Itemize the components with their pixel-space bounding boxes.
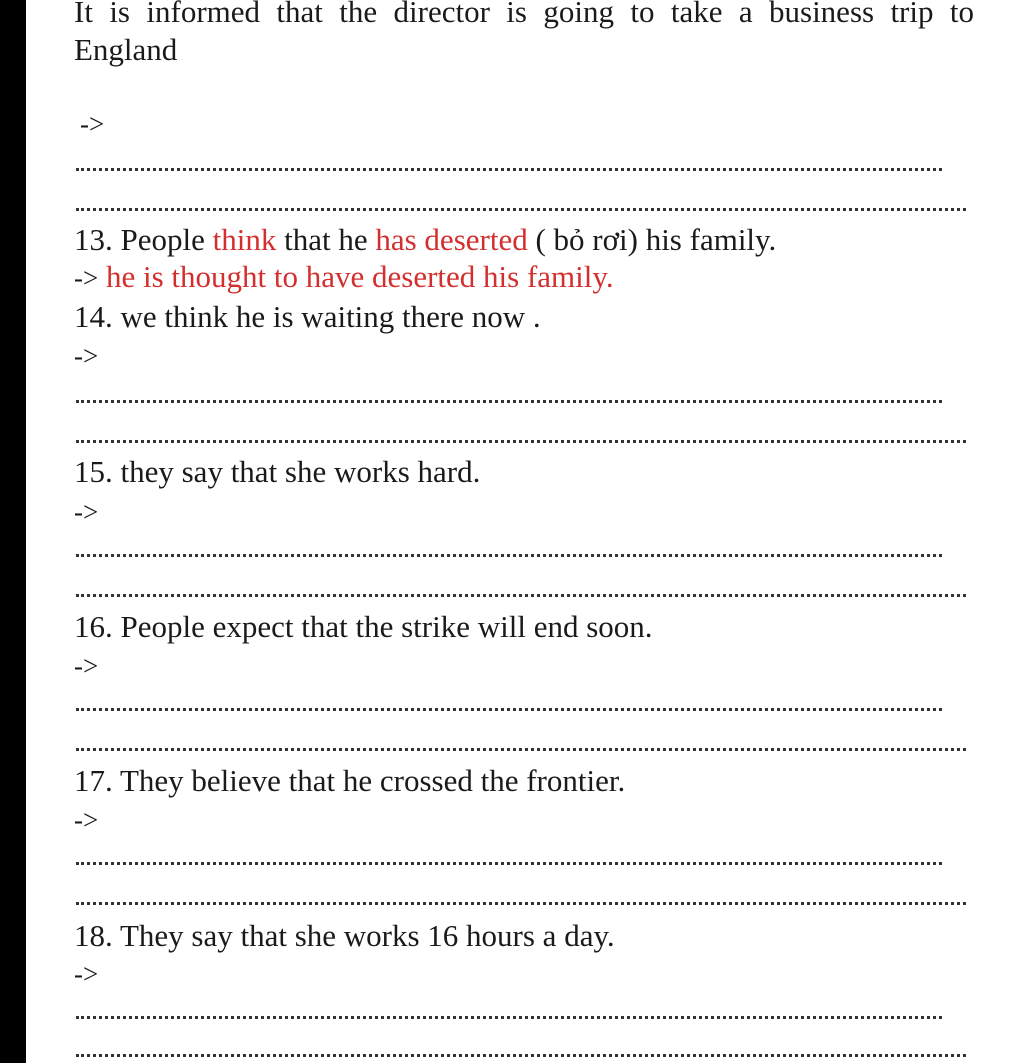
question-17: 17. They believe that he crossed the frontier.	[74, 763, 626, 798]
answer-line[interactable]	[76, 708, 942, 711]
answer-line[interactable]	[76, 554, 942, 557]
highlight-think: think	[212, 222, 277, 257]
question-14: 14. we think he is waiting there now .	[74, 299, 541, 334]
question-13-text-part3: ( bỏ rơi) his family.	[527, 222, 777, 257]
question-13-number: 13.	[74, 222, 113, 257]
question-17-arrow: ->	[74, 805, 99, 835]
answer-line[interactable]	[76, 748, 966, 751]
answer-line[interactable]	[76, 440, 966, 443]
question-14-arrow: ->	[74, 341, 99, 371]
question-15-arrow: ->	[74, 497, 99, 527]
answer-line[interactable]	[76, 1054, 966, 1057]
worksheet-page	[26, 0, 1024, 1063]
question-13	[74, 222, 776, 258]
intro-arrow: ->	[80, 109, 105, 139]
intro-sentence-line1: It is informed that the director is going to take a business trip to	[74, 0, 974, 29]
question-18-arrow: ->	[74, 959, 99, 989]
question-13-text-part2: that he	[276, 222, 376, 257]
intro-sentence-line2: England	[74, 32, 178, 67]
question-13-answer	[74, 259, 614, 296]
answer-line[interactable]	[76, 1016, 942, 1019]
answer-line[interactable]	[76, 902, 966, 905]
answer-line[interactable]	[76, 400, 942, 403]
question-13-answer-text: he is thought to have deserted his family.	[98, 259, 614, 294]
question-15: 15. they say that she works hard.	[74, 454, 481, 489]
answer-line[interactable]	[76, 208, 966, 211]
question-16-arrow: ->	[74, 651, 99, 681]
question-13-text-part1: People	[120, 222, 213, 257]
question-13-arrow: ->	[74, 263, 99, 293]
question-16: 16. People expect that the strike will end soon.	[74, 609, 653, 644]
question-18: 18. They say that she works 16 hours a day.	[74, 918, 615, 953]
answer-line[interactable]	[76, 862, 942, 865]
highlight-has-deserted: has deserted	[375, 222, 528, 257]
left-black-bar	[0, 0, 26, 1063]
answer-line[interactable]	[76, 594, 966, 597]
answer-line[interactable]	[76, 168, 942, 171]
